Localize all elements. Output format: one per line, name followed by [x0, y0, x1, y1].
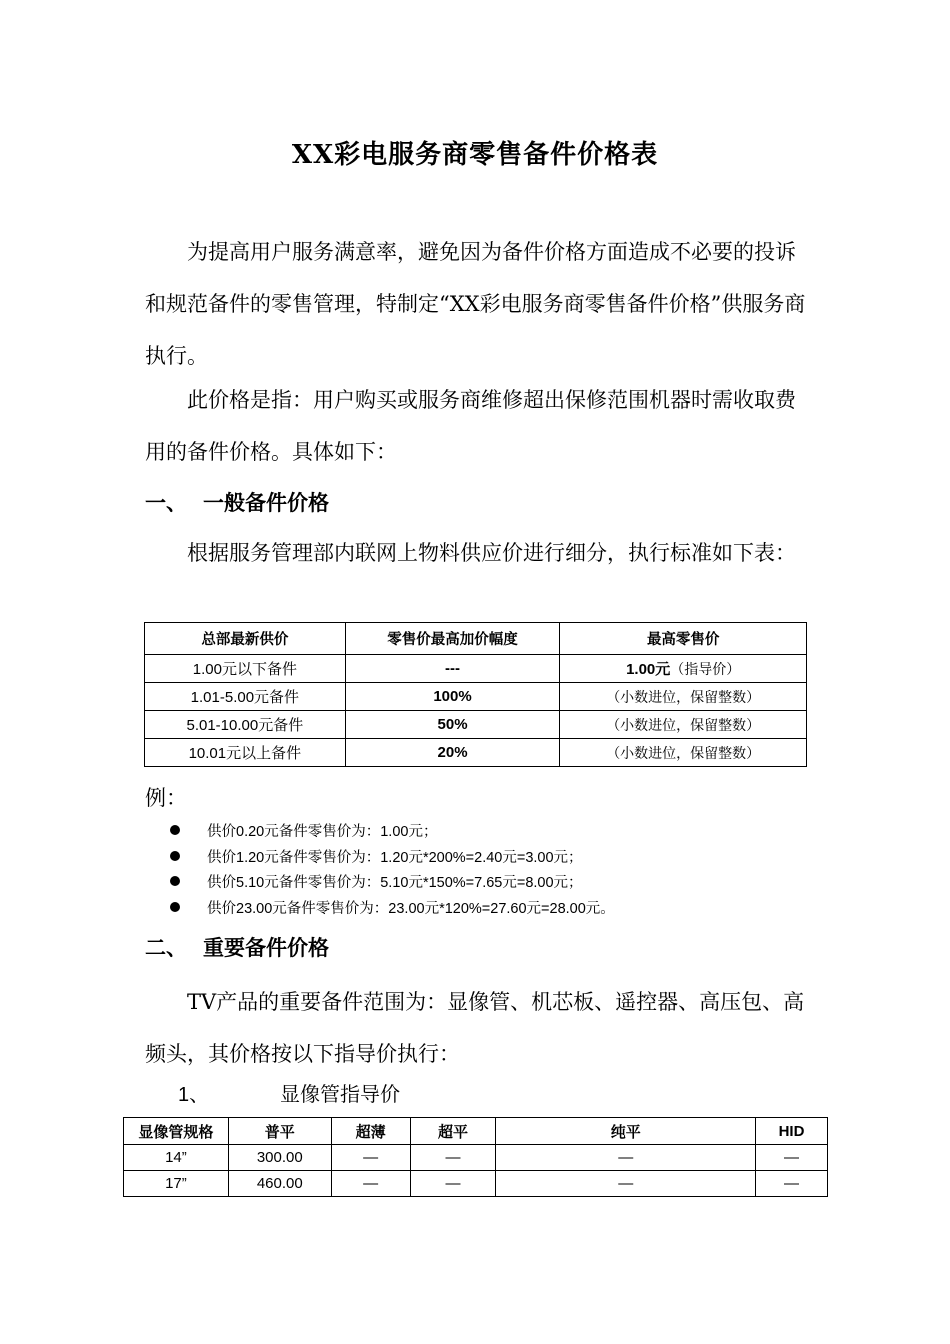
list-item [170, 846, 615, 872]
section-1-heading [145, 487, 329, 517]
table-cell: — [756, 1145, 828, 1171]
table-cell: — [756, 1171, 828, 1197]
list-item [170, 871, 615, 897]
table-cell: — [410, 1171, 496, 1197]
table-row [124, 1145, 828, 1171]
table-cell: 100% [345, 683, 560, 711]
section-1-title: 一般备件价格 [203, 491, 329, 515]
table-cell: 50% [345, 711, 560, 739]
table-cell-price: 1.00元 [626, 661, 671, 678]
list-item-text: 供价5.10元备件零售价为：5.10元*150%=7.65元=8.00元； [207, 875, 583, 891]
bullet-icon [170, 902, 180, 912]
table-header-row [145, 623, 807, 655]
document-title: XX彩电服务商零售备件价格表 [291, 140, 659, 170]
table-header: HID [756, 1118, 828, 1145]
section-1-number: 一、 [145, 491, 187, 515]
table-row [145, 655, 807, 683]
table-cell: 300.00 [228, 1145, 331, 1171]
list-item-text: 供价0.20元备件零售价为：1.00元； [207, 824, 438, 840]
subsection-1-heading [178, 1078, 400, 1107]
table-row [124, 1171, 828, 1197]
table-cell: — [496, 1145, 756, 1171]
table-cell-note: （小数进位，保留整数） [560, 683, 807, 711]
section-1-text: 根据服务管理部内联网上物料供应价进行细分，执行标准如下表： [187, 541, 796, 565]
table-header: 零售价最高加价幅度 [345, 623, 560, 655]
table-cell: — [410, 1145, 496, 1171]
list-item-text: 供价1.20元备件零售价为：1.20元*200%=2.40元=3.00元； [207, 849, 583, 866]
table-header: 纯平 [496, 1118, 756, 1145]
table-cell: --- [345, 655, 560, 683]
list-item [170, 820, 615, 846]
table-cell: — [496, 1171, 756, 1197]
section-2-heading [145, 932, 329, 962]
table-header: 显像管规格 [124, 1118, 229, 1145]
table-header: 总部最新供价 [145, 623, 346, 655]
subsection-1-number: 1、 [178, 1084, 210, 1106]
subsection-1-title: 显像管指导价 [280, 1084, 400, 1106]
table-header: 超平 [410, 1118, 496, 1145]
bullet-icon [170, 851, 180, 861]
table-cell: 1.01-5.00元备件 [145, 683, 346, 711]
table-cell: 10.01元以上备件 [145, 739, 346, 767]
bullet-icon [170, 876, 180, 886]
table-header: 最高零售价 [560, 623, 807, 655]
table-cell-note: （小数进位，保留整数） [560, 711, 807, 739]
table-row [145, 683, 807, 711]
table-cell: — [331, 1145, 410, 1171]
table-cell: — [331, 1171, 410, 1197]
example-list [170, 820, 615, 922]
section-2-title: 重要备件价格 [203, 936, 329, 960]
table-row [145, 739, 807, 767]
table-header: 普平 [228, 1118, 331, 1145]
table-cell: 17” [124, 1171, 229, 1197]
table-cell [560, 655, 807, 683]
table-cell-note: （指导价） [670, 661, 741, 677]
section-2-number: 二、 [145, 936, 187, 960]
example-label: 例： [145, 786, 187, 810]
bullet-icon [170, 825, 180, 835]
table-cell-note: （小数进位，保留整数） [560, 739, 807, 767]
table-cell: 20% [345, 739, 560, 767]
list-item [170, 897, 615, 923]
table-cell: 5.01-10.00元备件 [145, 711, 346, 739]
intro-paragraph-2: 此价格是指：用户购买或服务商维修超出保修范围机器时需收取费用的备件价格。具体如下： [145, 388, 796, 464]
table-cell: 1.00元以下备件 [145, 655, 346, 683]
table-header: 超薄 [331, 1118, 410, 1145]
table-cell: 14” [124, 1145, 229, 1171]
section-2-text: TV产品的重要备件范围为：显像管、机芯板、遥控器、高压包、高频头，其价格按以下指导价执行： [145, 990, 805, 1066]
crt-price-table [123, 1117, 828, 1197]
table-header-row [124, 1118, 828, 1145]
table-cell: 460.00 [228, 1171, 331, 1197]
intro-paragraph-1: 为提高用户服务满意率，避免因为备件价格方面造成不必要的投诉和规范备件的零售管理，特制定“XX彩电服务商零售备件价格”供服务商执行。 [145, 240, 806, 368]
markup-table [144, 622, 807, 767]
table-row [145, 711, 807, 739]
list-item-text: 供价23.00元备件零售价为：23.00元*120%=27.60元=28.00元。 [207, 900, 615, 917]
